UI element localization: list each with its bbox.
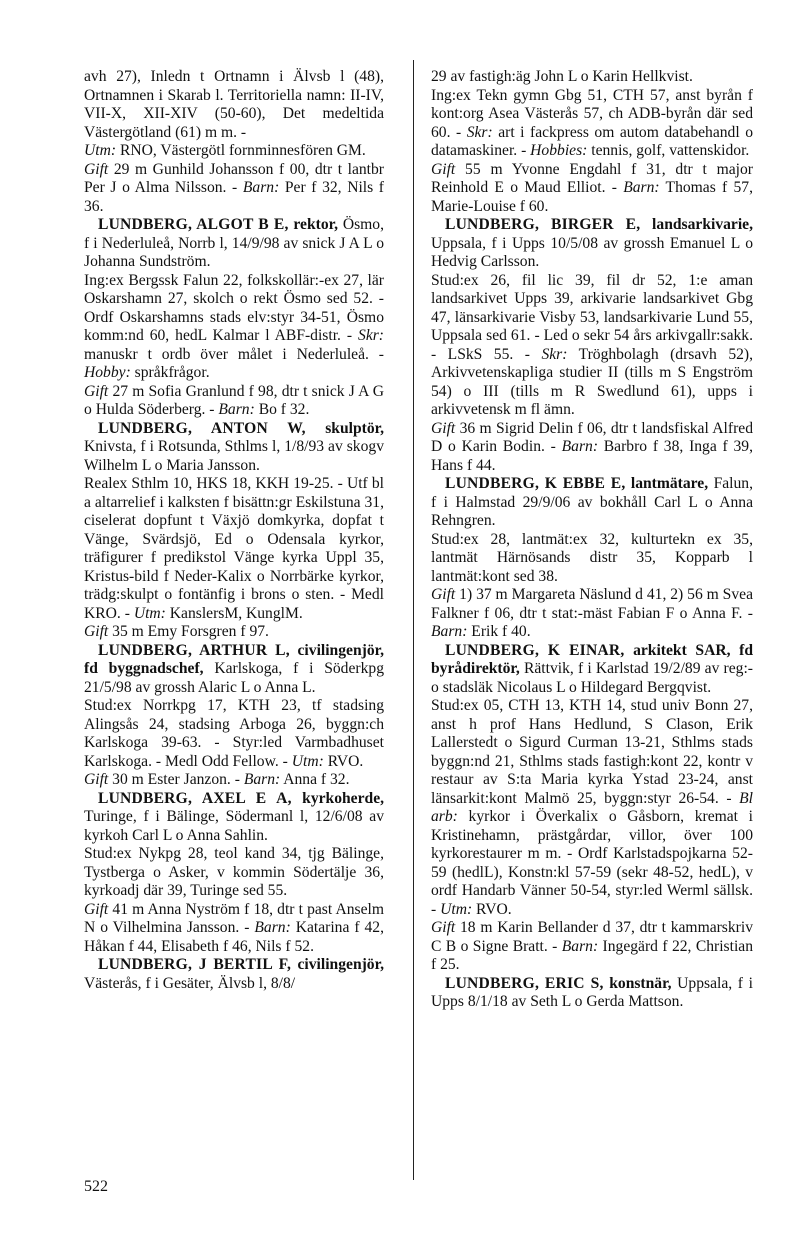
entry-name: LUNDBERG, ARTHUR L, xyxy=(98,641,290,659)
barn-label: Barn: xyxy=(254,919,291,936)
italic-label: Utm: xyxy=(133,604,166,622)
gift-text: 18 m Karin Bellander d 37, dtr t kammarskriv C B o Signe Bratt. - xyxy=(431,919,753,955)
italic-label: Skr: xyxy=(358,327,384,344)
paragraph-text: RVO. xyxy=(472,900,512,918)
entry-title: civilingenjör, fd byggnadschef, xyxy=(84,641,385,677)
gift-text: 29 m Gunhild Johansson f 00, dtr t lantbr Per J o Alma Nilsson. - xyxy=(84,160,384,196)
entry-title: civilingenjör, xyxy=(291,956,384,973)
italic-label: Utm: xyxy=(440,900,473,918)
barn-label: Barn: xyxy=(243,771,281,788)
gift-text: 55 m Yvonne Engdahl f 31, dtr t major Reinhold E o Maud Elliot. - xyxy=(431,160,753,196)
entry-name: LUNDBERG, BIRGER E, xyxy=(445,216,641,233)
paragraph-text: 29 av fastigh:äg John L o Karin Hellkvist. xyxy=(431,68,693,85)
gift-label: Gift xyxy=(431,419,456,437)
page-number: 522 xyxy=(84,1178,108,1195)
entry-text: Falun, f i Halmstad 29/9/06 av bokhåll Carl L o Anna Rehngren. xyxy=(431,475,753,529)
entry-title: arkitekt SAR, fd byrådirektör, xyxy=(431,641,753,677)
utm-label: Utm: xyxy=(84,142,117,159)
family-paragraph xyxy=(84,161,384,217)
paragraph-text: avh 27), Inledn t Ortnamn i Älvsb l (48), Ortnamnen i Skarab l. Territoriella namn: II-IV, VII-X, XII-XIV (50-60), Det medeltida Västergötland (61) m m. - xyxy=(84,68,384,141)
career-paragraph xyxy=(84,697,384,771)
entry-title: lantmätare, xyxy=(625,475,709,492)
barn-text: Barbro f 38, Inga f 39, Hans f 44. xyxy=(431,438,753,474)
entry-heading xyxy=(84,790,384,846)
entry-name: LUNDBERG, ALGOT B E, xyxy=(98,216,289,233)
paragraph-text: Stud:ex Nykpg 28, teol kand 34, tjg Bälinge, Tystberga o Asker, v kommin Södertälje 36, kyrkoadj där 39, Turinge sed 55. xyxy=(84,845,384,899)
barn-text: Katarina f 42, Håkan f 44, Elisabeth f 46, Nils f 52. xyxy=(84,919,384,955)
entry-text: Knivsta, f i Rotsunda, Sthlms l, 1/8/93 av skogv Wilhelm L o Maria Jansson. xyxy=(84,438,384,474)
gift-label: Gift xyxy=(431,586,456,603)
paragraph-text: Tröghbolagh (drsavh 52), Arkivvetenskapliga studier II (tills m S Engström 54) o III (tills m R Swedlund 61), upps i arkivvetensk m fl ämn. xyxy=(431,345,754,418)
right-column xyxy=(431,68,753,1012)
career-paragraph xyxy=(84,845,384,901)
career-paragraph xyxy=(431,697,753,919)
entry-name: LUNDBERG, K EINAR, xyxy=(445,641,625,659)
paragraph-text: Stud:ex 26, fil lic 39, fil dr 52, 1:e aman landsarkivet Upps 39, arkivarie landsarkivet Gbg 47, länsarkivarie Visby 53, landsarkivarie Lund 55, Uppsala sed 61. - Led o sekr 54 års arkivgallr:sakk. - LSkS 55. - xyxy=(431,271,753,363)
paragraph-text: Stud:ex 28, lantmät:ex 32, kulturtekn ex 35, lantmät Härnösands distr 35, Kopparb l lantmät:kont sed 38. xyxy=(431,530,753,585)
barn-text: Ingegärd f 22, Christian f 25. xyxy=(431,937,754,973)
entry-text: Uppsala, f i Upps 10/5/08 av grossh Emanuel L o Hedvig Carlsson. xyxy=(431,234,753,270)
barn-label: Barn: xyxy=(561,937,599,955)
entry-text: Rättvik, f i Karlstad 19/2/89 av reg:- o stadsläk Nicolaus L o Hildegard Bergqvist. xyxy=(431,660,753,696)
career-paragraph xyxy=(431,68,753,87)
entry-title: rektor, xyxy=(288,216,339,233)
gift-label: Gift xyxy=(431,919,456,936)
gift-text: 27 m Sofia Granlund f 98, dtr t snick J A G o Hulda Söderberg. - xyxy=(84,382,384,418)
paragraph-text: språkfrågor. xyxy=(130,364,210,381)
entry-name: LUNDBERG, ERIC S, xyxy=(445,974,604,992)
entry-heading xyxy=(431,475,753,531)
family-paragraph xyxy=(84,383,384,420)
barn-text: Bo f 32. xyxy=(254,401,310,418)
gift-text: 30 m Ester Janzon. - xyxy=(108,771,244,788)
barn-label: Barn: xyxy=(431,623,468,640)
entry-title: konstnär, xyxy=(603,974,672,992)
gift-text: 35 m Emy Forsgren f 97. xyxy=(108,623,269,640)
barn-label: Barn: xyxy=(242,179,280,196)
entry-title: skulptör, xyxy=(305,419,385,437)
family-paragraph xyxy=(84,771,384,790)
family-paragraph xyxy=(431,919,753,975)
family-paragraph xyxy=(431,161,753,217)
entry-name: LUNDBERG, ANTON W, xyxy=(98,419,306,437)
gift-label: Gift xyxy=(84,771,109,788)
gift-label: Gift xyxy=(431,160,456,178)
italic-label: Skr: xyxy=(466,123,493,141)
paragraph-text: kyrkor i Överkalix o Gåsborn, kremat i Kristinehamn, prästgårdar, villor, över 100 kyrkorestaurer m m. - Ordf Karlstadspojkarna 52-59 (hedlL), Konstn:kl 57-59 (sekr 48-52, hedL), v ordf Handarb Vänner 50-54, styr:led Werml sällsk. - xyxy=(431,808,753,918)
career-paragraph xyxy=(431,531,753,587)
italic-label: Utm: xyxy=(291,752,324,770)
gift-text: 36 m Sigrid Delin f 06, dtr t landsfiskal Alfred D o Karin Bodin. - xyxy=(431,419,753,455)
entry-heading xyxy=(84,420,384,476)
entry-text: Uppsala, f i Upps 8/1/18 av Seth L o Gerda Mattson. xyxy=(431,974,753,1010)
barn-text: Per f 32, Nils f 36. xyxy=(84,179,384,215)
gift-text: 1) 37 m Margareta Näslund d 41, 2) 56 m Svea Falkner f 06, dtr t stat:-mäst Fabian F o Anna F. - xyxy=(431,586,753,622)
utm-text: RNO, Västergötl fornminnesfören GM. xyxy=(116,142,366,159)
entry-title: landsarkivarie, xyxy=(640,216,753,233)
barn-text: Thomas f 57, Marie-Louise f 60. xyxy=(431,179,753,215)
italic-label: Hobby: xyxy=(84,364,131,381)
paragraph-text: tennis, golf, vattenskidor. xyxy=(587,142,750,159)
entry-heading xyxy=(431,642,753,698)
barn-label: Barn: xyxy=(623,179,660,196)
gift-label: Gift xyxy=(84,382,109,400)
entry-heading xyxy=(431,975,753,1012)
gift-label: Gift xyxy=(84,160,109,178)
gift-label: Gift xyxy=(84,900,109,918)
utm-paragraph xyxy=(84,142,384,161)
career-paragraph xyxy=(431,87,753,161)
entry-text: Västerås, f i Gesäter, Älvsb l, 8/8/ xyxy=(84,974,296,992)
career-paragraph xyxy=(84,272,384,383)
family-paragraph xyxy=(431,420,753,476)
family-paragraph xyxy=(431,586,753,642)
italic-label: Hobbies: xyxy=(530,142,588,159)
career-paragraph xyxy=(431,272,753,420)
entry-text: Turinge, f i Bälinge, Södermanl l, 12/6/08 av kyrkoh Carl L o Anna Sahlin. xyxy=(84,808,384,844)
paragraph-text: Realex Sthlm 10, HKS 18, KKH 19-25. - Utf bl a altarrelief i kalksten f bisättn:gr Eskilstuna 31, ciselerat dopfunt t Växjö domkyrka, dopfat t Vänge, Svärdsjö, Ed o Odensala kyrkor, träfigurer f predikstol Vänge kyrka Uppl 35, Kristus-bild f Neder-Kalix o Norrbärke kyrkor, trädg:skulpt o fontänfig i brons o sten. - Medl KRO. - xyxy=(84,475,384,622)
entry-heading xyxy=(431,216,753,272)
gift-text: 41 m Anna Nyström f 18, dtr t past Anselm N o Vilhelmina Jansson. - xyxy=(84,900,384,936)
paragraph-text: KanslersM, KunglM. xyxy=(165,604,303,622)
barn-label: Barn: xyxy=(561,438,599,455)
left-column xyxy=(84,68,384,993)
entry-heading xyxy=(84,642,384,698)
entry-text: Ösmo, f i Nederluleå, Norrb l, 14/9/98 av snick J A L o Johanna Sundström. xyxy=(84,216,384,270)
barn-text: Anna f 32. xyxy=(280,771,350,788)
barn-label: Barn: xyxy=(218,401,255,418)
career-paragraph xyxy=(84,475,384,623)
entry-heading xyxy=(84,956,384,993)
paragraph-text: Stud:ex 05, CTH 13, KTH 14, stud univ Bonn 27, anst h prof Hans Hedlund, S Clason, Erik Lallerstedt o Sigurd Curman 13-21, Sthlms stads byggn:nd 21, Sthlms stads fastigh:kont 22, kontr v restaur av S:ta Maria kyrka Ystad 23-24, anst länsarkit:kont Malmö 25, byggn:styr 26-54. - xyxy=(431,697,753,807)
paragraph-text: Ing:ex Tekn gymn Gbg 51, CTH 57, anst byrån f kont:org Asea Västerås 57, ch ADB-byrån där sed 60. - xyxy=(431,86,753,141)
paragraph-text: Ing:ex Bergssk Falun 22, folkskollär:-ex 27, lär Oskarshamn 27, skolch o rekt Ösmo sed 52. - Ordf Oskarshamns stads elv:styr 34-51, Ösmo komm:nd 60, hedL Kalmar l ABF-distr. - xyxy=(84,271,384,344)
entry-name: LUNDBERG, J BERTIL F, xyxy=(98,956,292,973)
paragraph-text: Stud:ex Norrkpg 17, KTH 23, tf stadsing Alingsås 24, stadsing Arboga 26, byggn:ch Karlskoga 39-63. - Styr:led Varmbadhuset Karlskoga. - Medl Odd Fellow. - xyxy=(84,697,384,770)
family-paragraph xyxy=(84,901,384,957)
column-divider xyxy=(413,60,414,1180)
paragraph-text: manuskr t ordb över målet i Nederluleå. - xyxy=(84,345,384,363)
family-paragraph xyxy=(84,623,384,642)
gift-label: Gift xyxy=(84,623,109,640)
entry-heading xyxy=(84,216,384,272)
entry-name: LUNDBERG, AXEL E A, xyxy=(98,789,292,807)
career-paragraph xyxy=(84,68,384,142)
entry-name: LUNDBERG, K EBBE E, xyxy=(445,475,626,492)
paragraph-text: art i fackpress om autom databehandl o datamaskiner. - xyxy=(431,123,753,159)
italic-label: Skr: xyxy=(541,345,568,363)
entry-text: Karlskoga, f i Söderkpg 21/5/98 av grossh Alaric L o Anna L. xyxy=(84,660,384,696)
italic-label: Bl arb: xyxy=(431,789,753,825)
paragraph-text: RVO. xyxy=(323,752,364,770)
entry-title: kyrkoherde, xyxy=(291,789,385,807)
barn-text: Erik f 40. xyxy=(467,623,531,640)
